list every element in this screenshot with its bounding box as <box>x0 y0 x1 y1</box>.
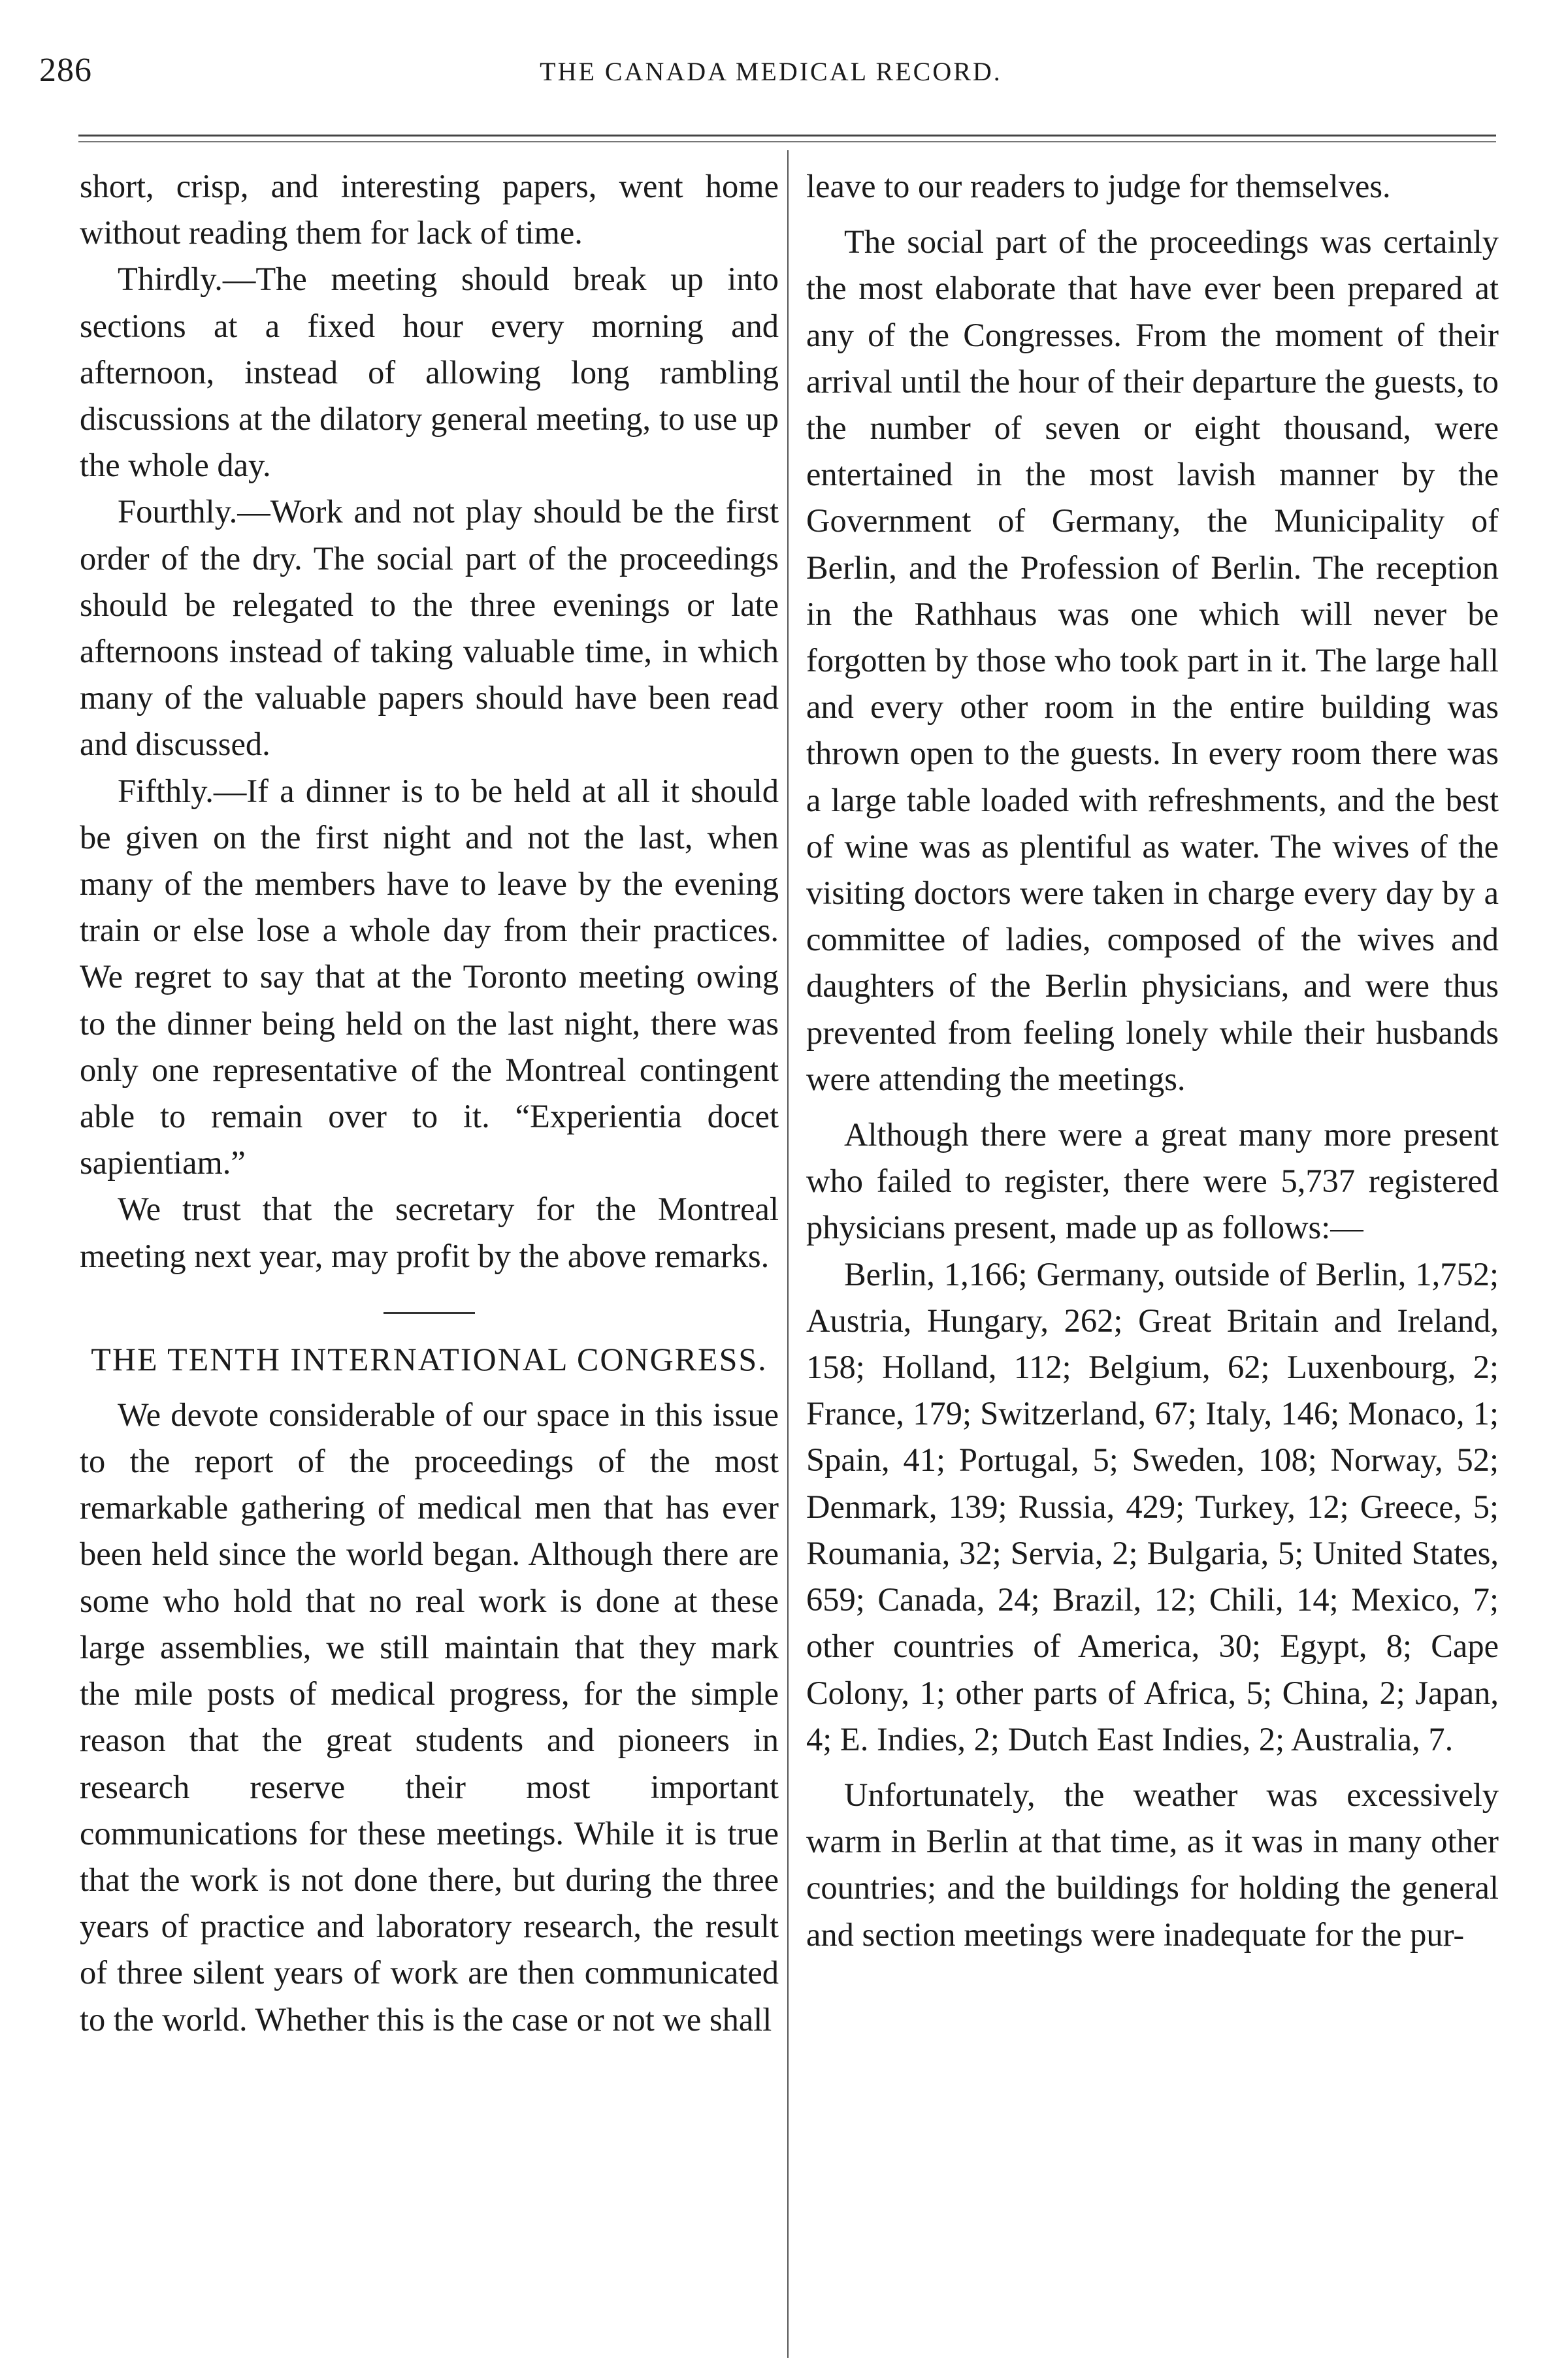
section-rule <box>383 1312 475 1314</box>
header-rule <box>78 135 1496 137</box>
paragraph: leave to our readers to judge for themselves. <box>806 168 1391 204</box>
page-number: 286 <box>39 52 92 89</box>
running-title: THE CANADA MEDICAL RECORD. <box>540 57 1002 86</box>
paragraph: Thirdly.—The meeting should break up into sections at a fixed hour every morning and afternoon, instead of allowing long rambling discussions at the dilatory general meeting, to use up the whole day. <box>80 261 779 484</box>
paragraph: Berlin, 1,166; Germany, outside of Berlin, 1,752; Austria, Hungary, 262; Great Britain and Ireland, 158; Holland, 112; Belgium, 62; Luxenbourg, 2; France, 179; Switzerland, 67; Italy, 146; Monaco, 1; Spain, 41; Portugal, 5; Sweden, 108; Norway, 52; Denmark, 139; Russia, 429; Turkey, 12; Greece, 5; Roumania, 32; Servia, 2; Bulgaria, 5; United States, 659; Canada, 24; Brazil, 12; Chili, 14; Mexico, 7; other countries of America, 30; Egypt, 8; Cape Colony, 1; other parts of Africa, 5; China, 2; Japan, 4; E. Indies, 2; Dutch East Indies, 2; Australia, 7. <box>806 1255 1499 1758</box>
paragraph: Although there were a great many more present who failed to register, there were 5,737 registered physicians present, made up as follows:— <box>806 1116 1499 1246</box>
paragraph: We trust that the secretary for the Montreal meeting next year, may profit by the above remarks. <box>80 1191 779 1274</box>
right-column <box>806 163 1499 1958</box>
left-column <box>80 163 779 2043</box>
column-divider <box>787 150 789 2358</box>
page-header <box>39 51 1503 110</box>
paragraph: The social part of the proceedings was certainly the most elaborate that have ever been prepared at any of the Congresses. From the moment of their arrival until the hour of their departure the guests, to the number of seven or eight thousand, were entertained in the most lavish manner by the Government of Germany, the Municipality of Berlin, and the Profession of Berlin. The reception in the Rathhaus was one which will never be forgotten by those who took part in it. The large hall and every other room in the entire building was thrown open to the guests. In every room there was a large table loaded with refreshments, and the best of wine was as plentiful as water. The wives of the visiting doctors were taken in charge every day by a committee of ladies, composed of the wives and daughters of the Berlin physicians, and were thus prevented from feeling lonely while their husbands were attending the meetings. <box>806 223 1499 1097</box>
paragraph: Fifthly.—If a dinner is to be held at all it should be given on the first night and not the last, when many of the members have to leave by the evening train or else lose a whole day from their practices. We regret to say that at the Toronto meeting owing to the dinner being held on the last night, there was only one representative of the Montreal contingent able to remain over to it. “Experientia docet sapientiam.” <box>80 772 779 1182</box>
paragraph: Unfortunately, the weather was excessively warm in Berlin at that time, as it was in many other countries; and the buildings for holding the general and section meetings were inadequate for the pur- <box>806 1776 1499 1953</box>
paragraph: short, crisp, and interesting papers, went home without reading them for lack of time. <box>80 168 779 251</box>
header-rule-secondary <box>78 141 1496 142</box>
section-heading: THE TENTH INTERNATIONAL CONGRESS. <box>91 1340 768 1377</box>
paragraph: Fourthly.—Work and not play should be the first order of the dry. The social part of the proceedings should be relegated to the three evenings or late afternoons instead of taking valuable time, in which many of the valuable papers should have been read and discussed. <box>80 493 779 763</box>
paragraph: We devote considerable of our space in this issue to the report of the proceedings of the most remarkable gathering of medical men that has ever been held since the world began. Although there are some who hold that no real work is done at these large assemblies, we still maintain that they mark the mile posts of medical progress, for the simple reason that the great students and pioneers in research reserve their most important communications for these meetings. While it is true that the work is not done there, but during the three years of practice and laboratory research, the result of three silent years of work are then communicated to the world. Whether this is the case or not we shall <box>80 1396 779 2038</box>
